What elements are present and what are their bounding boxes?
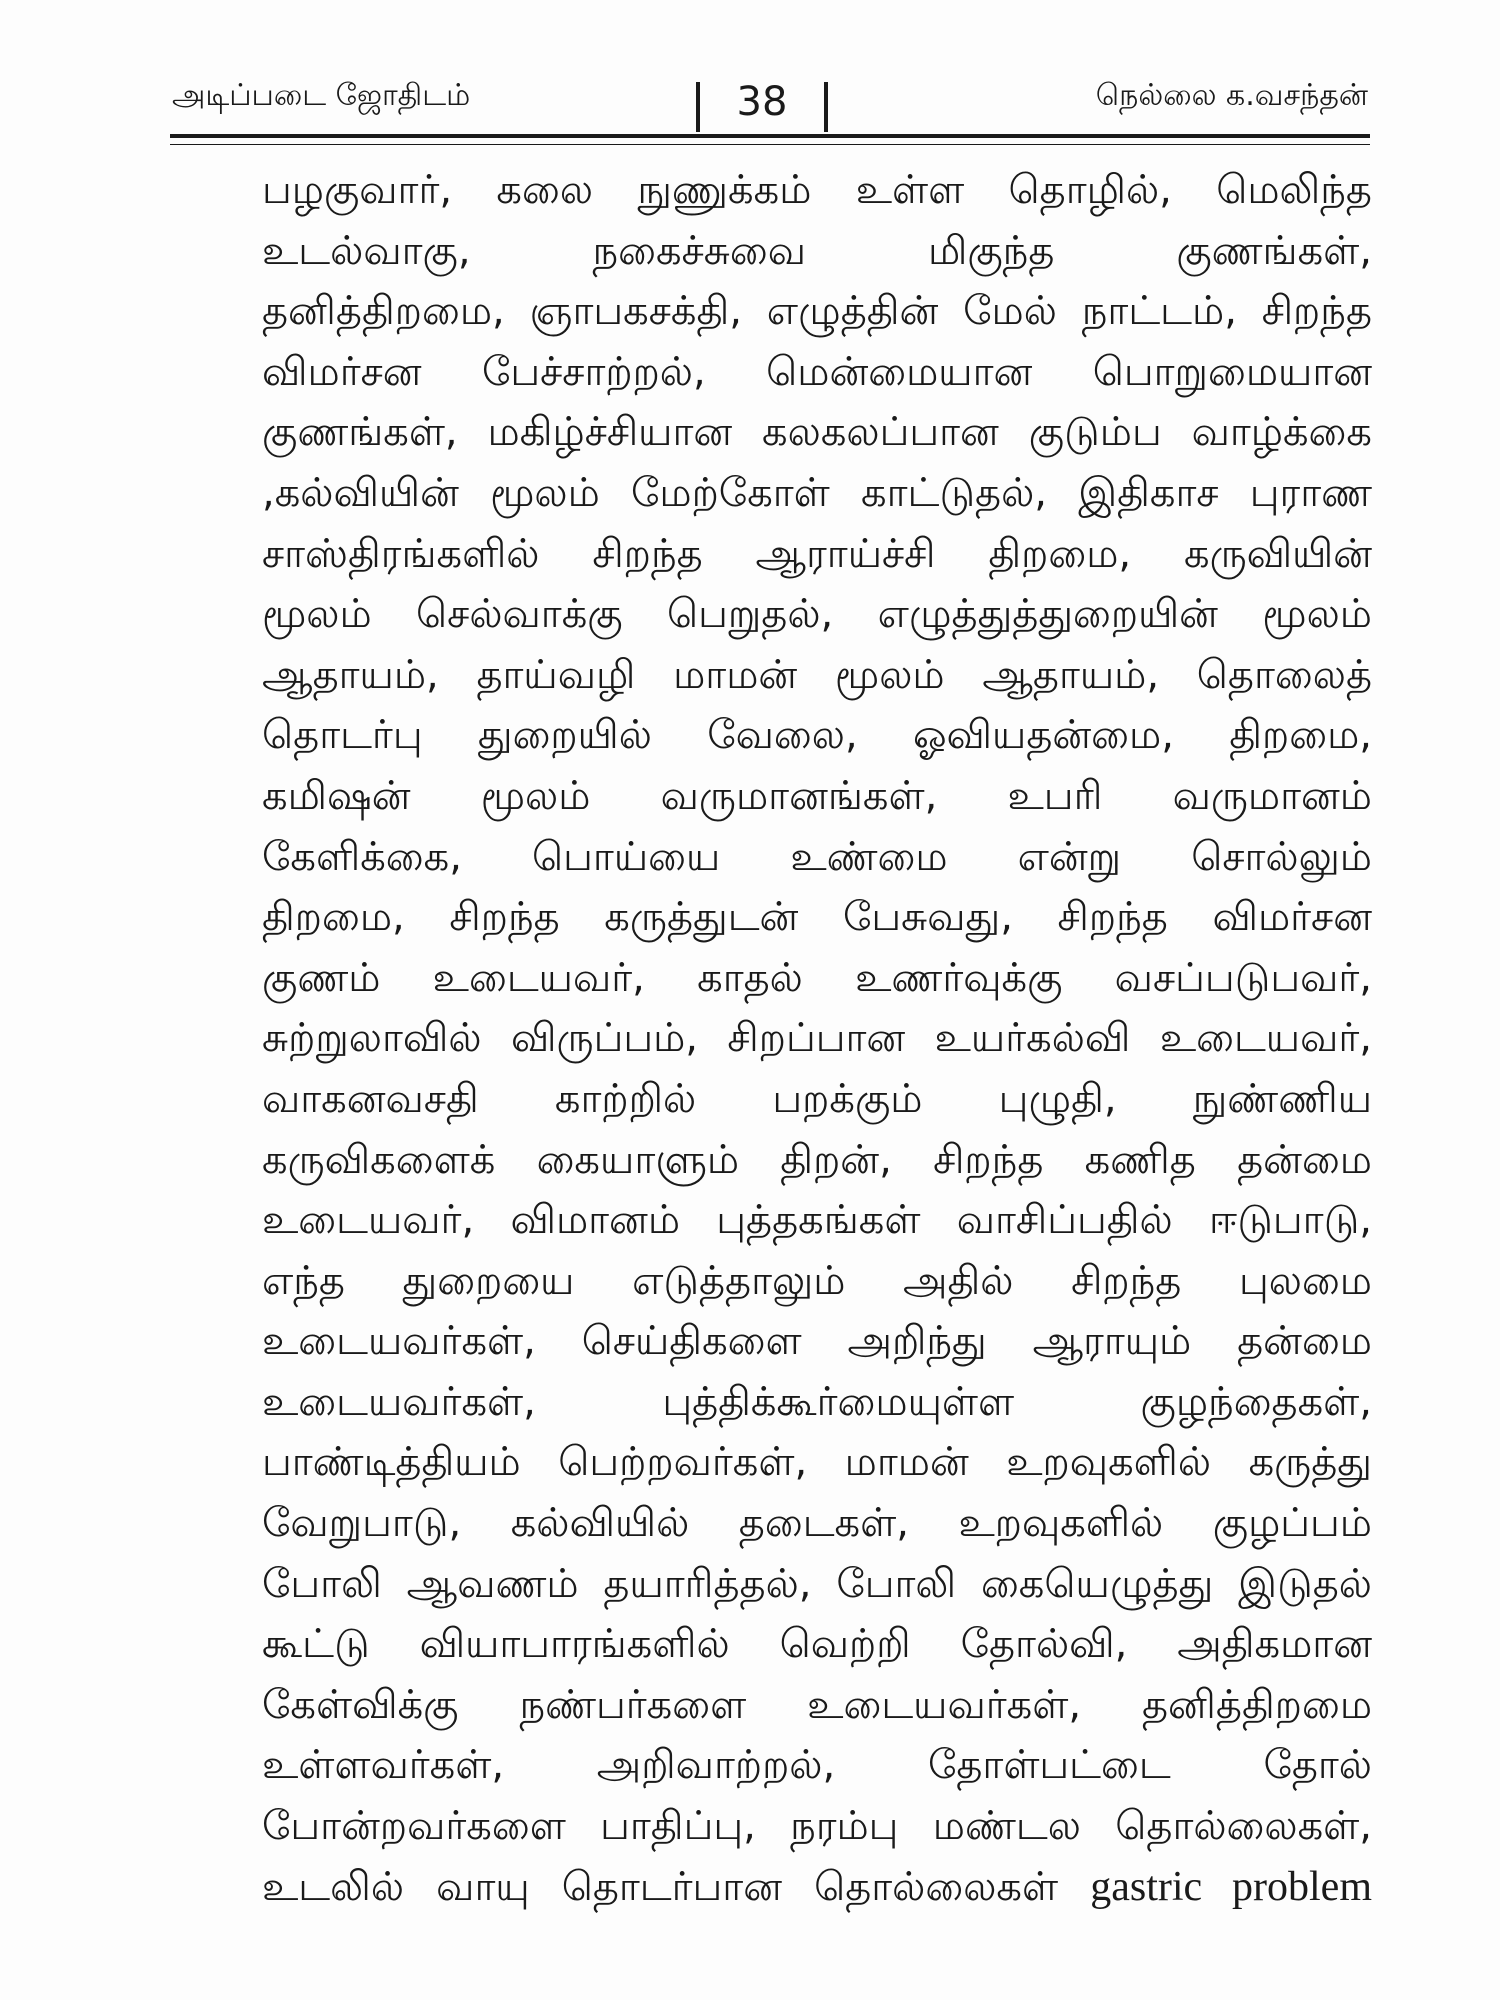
text-line: கமிஷன் மூலம் வருமானங்கள், உபரி வருமானம் [262, 772, 1372, 819]
author-name: நெல்லை க.வசந்தன் [1095, 78, 1368, 113]
text-line: கூட்டு வியாபாரங்களில் வெற்றி தோல்வி, அதிகமான [262, 1621, 1372, 1668]
text-line: பாண்டித்தியம் பெற்றவர்கள், மாமன் உறவுகளில் கருத்து [262, 1439, 1372, 1486]
text-line: தனித்திறமை, ஞாபகசக்தி, எழுத்தின் மேல் நாட்டம், சிறந்த [262, 288, 1372, 335]
page-header [170, 70, 1370, 130]
text-line: மூலம் செல்வாக்கு பெறுதல், எழுத்துத்துறையின் மூலம் [262, 591, 1372, 638]
text-line: விமர்சன பேச்சாற்றல், மென்மையான பொறுமையான [262, 348, 1372, 395]
page-number-box [696, 78, 828, 126]
text-line: ஆதாயம், தாய்வழி மாமன் மூலம் ஆதாயம், தொலைத் [262, 651, 1372, 698]
text-line: போலி ஆவணம் தயாரித்தல், போலி கையெழுத்து இடுதல் [262, 1560, 1372, 1607]
header-rule-thick [170, 134, 1370, 138]
text-line: திறமை, சிறந்த கருத்துடன் பேசுவது, சிறந்த விமர்சன [262, 894, 1372, 941]
text-line: உடையவர்கள், செய்திகளை அறிந்து ஆராயும் தன்மை [262, 1318, 1372, 1365]
last-line-english: gastric problem [1090, 1863, 1372, 1910]
page-number: 38 [736, 79, 788, 125]
text-line: உடல்வாகு, நகைச்சுவை மிகுந்த குணங்கள், [262, 227, 1372, 274]
text-line: ,கல்வியின் மூலம் மேற்கோள் காட்டுதல், இதிகாச புராண [262, 469, 1372, 516]
text-line: போன்றவர்களை பாதிப்பு, நரம்பு மண்டல தொல்லைகள், [262, 1803, 1372, 1850]
page-number-right-bar [824, 82, 828, 132]
text-line: உடையவர், விமானம் புத்தகங்கள் வாசிப்பதில் ஈடுபாடு, [262, 1197, 1372, 1244]
book-title: அடிப்படை ஜோதிடம் [172, 78, 471, 113]
text-line: கேள்விக்கு நண்பர்களை உடையவர்கள், தனித்திறமை [262, 1681, 1372, 1728]
text-line: உள்ளவர்கள், அறிவாற்றல், தோள்பட்டை தோல் [262, 1742, 1372, 1789]
text-line: தொடர்பு துறையில் வேலை, ஓவியதன்மை, திறமை, [262, 712, 1372, 759]
header-rule-thin [170, 144, 1370, 145]
text-line: உடையவர்கள், புத்திக்கூர்மையுள்ள குழந்தைகள், [262, 1378, 1372, 1425]
text-line: வேறுபாடு, கல்வியில் தடைகள், உறவுகளில் குழப்பம் [262, 1500, 1372, 1547]
text-line: எந்த துறையை எடுத்தாலும் அதில் சிறந்த புலமை [262, 1257, 1372, 1304]
text-line: கேளிக்கை, பொய்யை உண்மை என்று சொல்லும் [262, 833, 1372, 880]
body-text [262, 160, 1372, 1917]
text-line: குணம் உடையவர், காதல் உணர்வுக்கு வசப்படுபவர், [262, 954, 1372, 1001]
text-line: கருவிகளைக் கையாளும் திறன், சிறந்த கணித தன்மை [262, 1136, 1372, 1183]
text-line-last [262, 1857, 1372, 1918]
page-number-left-bar [696, 82, 700, 132]
text-line: பழகுவார், கலை நுணுக்கம் உள்ள தொழில், மெலிந்த [262, 167, 1372, 213]
text-line: சுற்றுலாவில் விருப்பம், சிறப்பான உயர்கல்வி உடையவர், [262, 1015, 1372, 1062]
text-line: குணங்கள், மகிழ்ச்சியான கலகலப்பான குடும்ப வாழ்க்கை [262, 409, 1372, 456]
text-line: சாஸ்திரங்களில் சிறந்த ஆராய்ச்சி திறமை, கருவியின் [262, 530, 1372, 577]
last-line-tamil: உடலில் வாயு தொடர்பான தொல்லைகள் [262, 1863, 1059, 1910]
text-line: வாகனவசதி காற்றில் பறக்கும் புழுதி, நுண்ணிய [262, 1075, 1372, 1122]
